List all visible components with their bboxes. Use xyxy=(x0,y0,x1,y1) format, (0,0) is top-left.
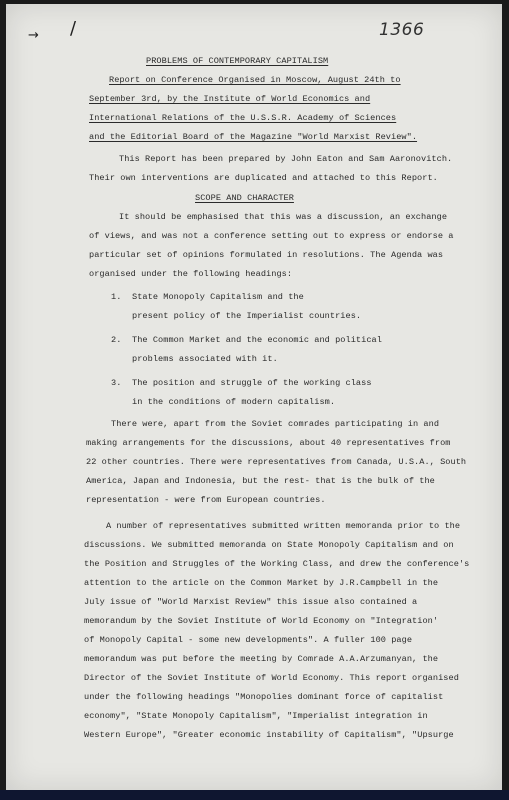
agenda-item-line: The position and struggle of the working class xyxy=(132,378,372,388)
paragraph-line: of Monopoly Capital - some new developments". A fuller 100 page xyxy=(84,635,413,645)
paragraph-line: representation - were from European countries. xyxy=(86,495,326,505)
paragraph-line: A number of representatives submitted written memoranda prior to the xyxy=(106,521,461,531)
paragraph-line: of views, and was not a conference setting out to express or endorse a xyxy=(89,231,454,241)
paragraph-line: discussions. We submitted memoranda on State Monopoly Capitalism and on xyxy=(84,540,454,550)
document-title: PROBLEMS OF CONTEMPORARY CAPITALISM xyxy=(146,56,329,66)
intro-line: September 3rd, by the Institute of World Economics and xyxy=(89,94,371,104)
prepared-by-line: Their own interventions are duplicated and attached to this Report. xyxy=(89,173,438,183)
paragraph-line: organised under the following headings: xyxy=(89,269,293,279)
document-page xyxy=(6,4,502,790)
margin-pencil-stroke: / xyxy=(70,18,77,39)
paragraph-line: the Position and Struggles of the Working Class, and drew the conference's xyxy=(84,559,470,569)
agenda-item-line: in the conditions of modern capitalism. xyxy=(132,397,336,407)
agenda-number: 1. xyxy=(111,292,122,302)
agenda-item-line: present policy of the Imperialist countries. xyxy=(132,311,362,321)
intro-line: International Relations of the U.S.S.R. Academy of Sciences xyxy=(89,113,397,123)
agenda-item-line: problems associated with it. xyxy=(132,354,278,364)
agenda-item-line: The Common Market and the economic and political xyxy=(132,335,382,345)
paragraph-line: America, Japan and Indonesia, but the rest- that is the bulk of the xyxy=(86,476,435,486)
paragraph-line: 22 other countries. There were representatives from Canada, U.S.A., South xyxy=(86,457,467,467)
intro-line: and the Editorial Board of the Magazine "World Marxist Review". xyxy=(89,132,418,142)
paragraph-line: memorandum by the Soviet Institute of World Economy on "Integration' xyxy=(84,616,439,626)
paragraph-line: under the following headings "Monopolies dominant force of capitalist xyxy=(84,692,444,702)
section-heading: SCOPE AND CHARACTER xyxy=(195,193,294,203)
agenda-number: 3. xyxy=(111,378,122,388)
paragraph-line: attention to the article on the Common Market by J.R.Campbell in the xyxy=(84,578,439,588)
paragraph-line: There were, apart from the Soviet comrades participating in and xyxy=(111,419,440,429)
paragraph-line: July issue of "World Marxist Review" this issue also contained a xyxy=(84,597,418,607)
intro-line: Report on Conference Organised in Moscow, August 24th to xyxy=(109,75,401,85)
prepared-by-line: This Report has been prepared by John Eaton and Sam Aaronovitch. xyxy=(119,154,453,164)
paragraph-line: making arrangements for the discussions, about 40 representatives from xyxy=(86,438,451,448)
scan-footer-strip xyxy=(0,790,509,800)
paragraph-line: economy", "State Monopoly Capitalism", "Imperialist integration in xyxy=(84,711,428,721)
paragraph-line: memorandum was put before the meeting by Comrade A.A.Arzumanyan, the xyxy=(84,654,439,664)
handwritten-archive-number: 1366 xyxy=(379,20,425,40)
agenda-item-line: State Monopoly Capitalism and the xyxy=(132,292,304,302)
agenda-number: 2. xyxy=(111,335,122,345)
paragraph-line: Western Europe", "Greater economic instability of Capitalism", "Upsurge xyxy=(84,730,454,740)
paragraph-line: particular set of opinions formulated in resolutions. The Agenda was xyxy=(89,250,444,260)
paragraph-line: It should be emphasised that this was a discussion, an exchange xyxy=(119,212,448,222)
margin-pencil-mark: → xyxy=(28,28,39,43)
paragraph-line: Director of the Soviet Institute of World Economy. This report organised xyxy=(84,673,459,683)
